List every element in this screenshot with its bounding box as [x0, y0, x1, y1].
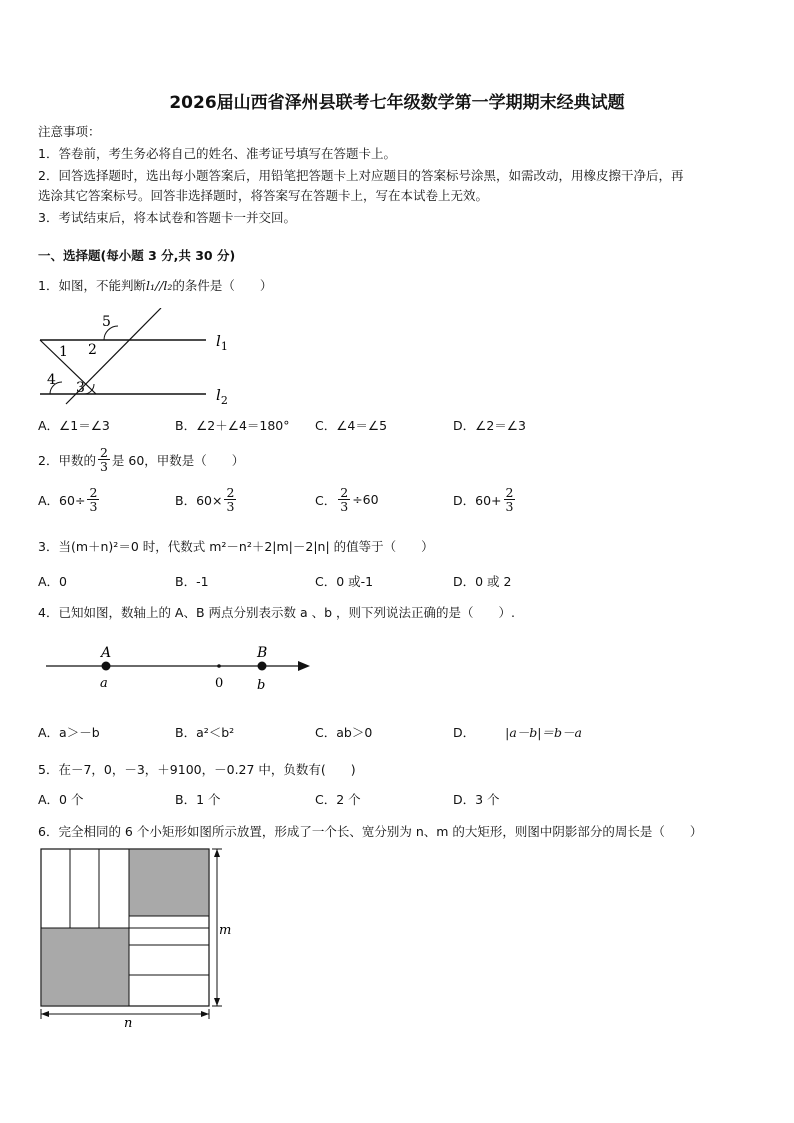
- question-2-stem: [38, 446, 244, 473]
- section-heading: 一、选择题(每小题 3 分,共 30 分): [38, 248, 236, 263]
- line-label-l2: $l_2$: [216, 386, 228, 407]
- question-4-option-c: C．ab＞0: [315, 725, 373, 740]
- question-4-option-d-expression: |a－b|＝b－a: [505, 725, 582, 740]
- dimension-label-m: m: [219, 923, 232, 938]
- dimension-label-n: n: [124, 1016, 133, 1030]
- question-3-option-b: B．-1: [175, 574, 209, 589]
- question-1-stem: [38, 276, 272, 294]
- question-3-stem: 3．当(m＋n)²＝0 时，代数式 m²－n²＋2|m|－2|n| 的值等于（ ）: [38, 539, 434, 554]
- question-1-text-b: 的条件是（ ）: [172, 278, 273, 293]
- question-6-stem: 6．完全相同的 6 个小矩形如图所示放置，形成了一个长、宽分别为 n、m 的大矩形，则图中阴影部分的周长是（ ）: [38, 824, 703, 839]
- point-label-b-upper: B: [257, 645, 268, 661]
- origin-label: 0: [215, 676, 224, 691]
- question-2-option-b: B．60× $\frac{2}{3}$: [175, 485, 235, 515]
- question-1-parallel-condition: l₁//l₂: [145, 278, 173, 293]
- line-label-l1: $l_1$: [216, 332, 228, 353]
- notice-item-2-line-2: 选涂其它答案标号。回答非选择题时，将答案写在答题卡上，写在本试卷上无效。: [38, 188, 489, 203]
- point-label-a-lower: a: [100, 676, 108, 691]
- question-5-option-c: C．2 个: [315, 792, 361, 807]
- angle-label-4: 4: [47, 372, 56, 388]
- question-4-number-line: [44, 642, 316, 694]
- question-5-stem: 5．在－7，0，－3，＋9100，－0.27 中，负数有( ): [38, 762, 356, 777]
- question-1-option-a: A．∠1＝∠3: [38, 418, 110, 433]
- point-label-a-upper: A: [101, 645, 112, 661]
- question-2-option-c: C． $\frac{2}{3}$ ÷60: [315, 485, 379, 515]
- question-5-option-a: A．0 个: [38, 792, 84, 807]
- question-2-option-d: D．60+ $\frac{2}{3}$: [453, 485, 514, 515]
- notice-item-3: 3．考试结束后，将本试卷和答题卡一并交回。: [38, 210, 296, 225]
- question-6-rectangle-figure: [36, 844, 236, 1030]
- question-3-option-c: C．0 或-1: [315, 574, 374, 589]
- notice-item-2-line-1: 2．回答选择题时，选出每小题答案后，用铅笔把答题卡上对应题目的答案标号涂黑，如需改动，用橡皮擦干净后，再: [38, 168, 684, 183]
- question-3-option-a: A．0: [38, 574, 68, 589]
- question-4-option-d: D． |a－b|＝b－a: [453, 725, 582, 740]
- point-label-b-lower: b: [257, 678, 266, 693]
- question-5-option-b: B．1 个: [175, 792, 221, 807]
- question-2-text-a: 2．甲数的: [38, 452, 96, 468]
- question-1-text-a: 1．如图，不能判断: [38, 278, 146, 293]
- angle-label-2: 2: [88, 342, 97, 358]
- question-3-option-d: D．0 或 2: [453, 574, 512, 589]
- question-1-option-c: C．∠4＝∠5: [315, 418, 388, 433]
- notice-item-1: 1．答卷前，考生务必将自己的姓名、准考证号填写在答题卡上。: [38, 146, 396, 161]
- angle-label-3: 3: [76, 380, 85, 396]
- question-2-text-b: 是 60，甲数是（ ）: [111, 452, 245, 468]
- question-4-option-a: A．a＞－b: [38, 725, 100, 740]
- angle-label-5: 5: [102, 314, 111, 330]
- question-1-option-b: B．∠2＋∠4＝180°: [175, 418, 290, 433]
- question-5-option-d: D．3 个: [453, 792, 500, 807]
- notice-heading: 注意事项：: [38, 124, 101, 139]
- question-2-option-a: A．60÷ $\frac{2}{3}$: [38, 485, 98, 515]
- exam-title: 2026届山西省泽州县联考七年级数学第一学期期末经典试题: [169, 93, 625, 113]
- question-4-stem: 4．已知如图，数轴上的 A、B 两点分别表示数 a 、b ，则下列说法正确的是（ ）.: [38, 605, 516, 620]
- question-1-figure: [36, 308, 246, 408]
- question-1-option-d: D．∠2＝∠3: [453, 418, 526, 433]
- angle-label-1: 1: [59, 344, 68, 360]
- question-2-fraction: $\frac{2}{3}$: [99, 445, 108, 475]
- question-4-option-b: B．a²＜b²: [175, 725, 235, 740]
